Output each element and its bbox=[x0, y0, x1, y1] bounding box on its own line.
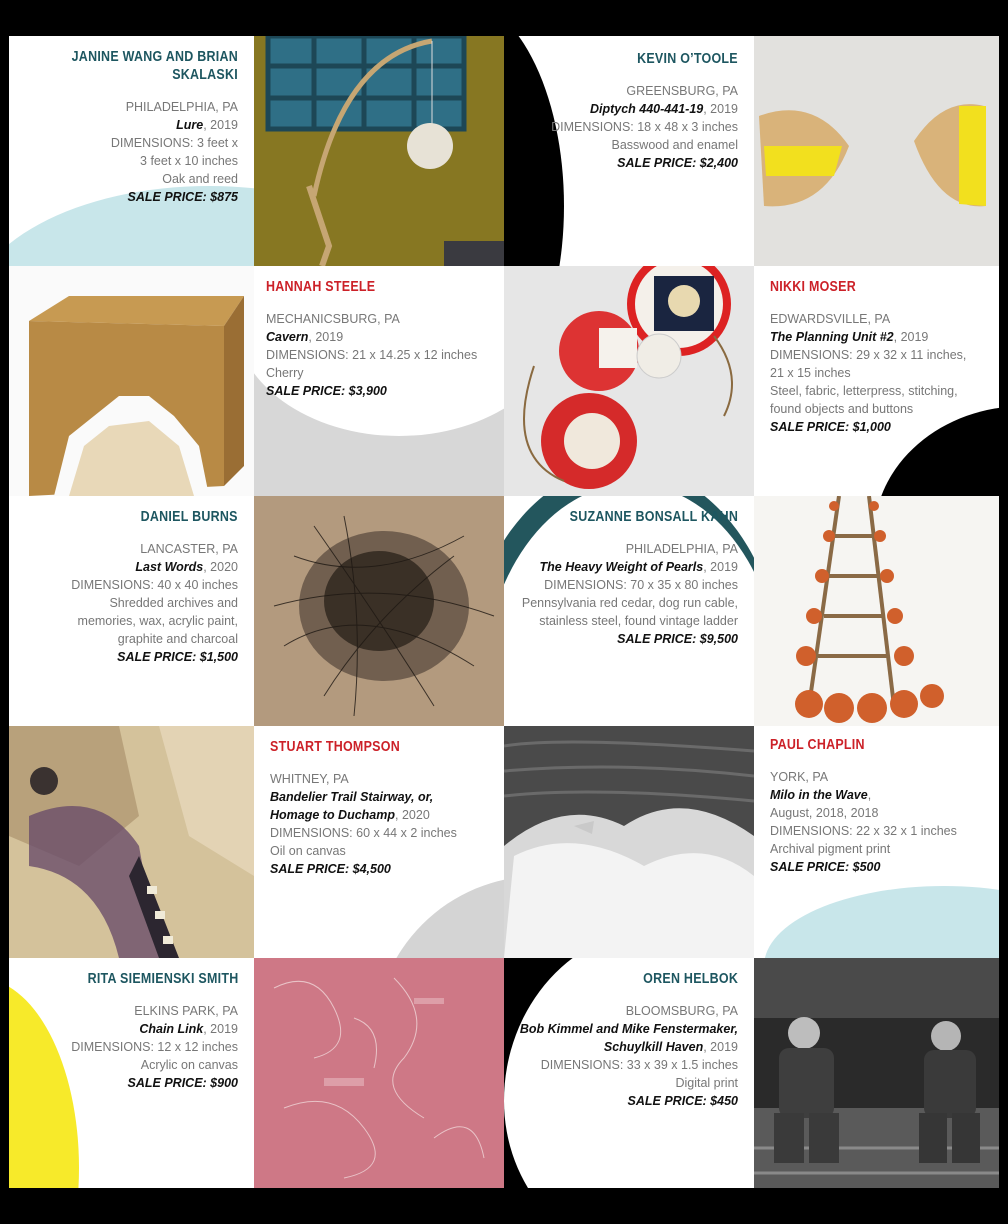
artwork-year: , 2019 bbox=[893, 330, 929, 344]
artist-location: PHILADELPHIA, PA bbox=[125, 100, 238, 114]
artist-location: LANCASTER, PA bbox=[140, 542, 238, 556]
artwork-medium: Basswood and enamel bbox=[611, 138, 738, 152]
text-cell-burns bbox=[9, 496, 254, 726]
artwork-dimensions: DIMENSIONS: 60 x 44 x 2 inches bbox=[270, 826, 457, 840]
artwork-title: Chain Link bbox=[139, 1022, 204, 1036]
artwork-image-diptych bbox=[754, 36, 999, 266]
text-cell-thompson bbox=[254, 726, 504, 958]
text-cell-wang-skalaski bbox=[9, 36, 254, 266]
artist-name: JANINE WANG AND BRIAN SKALASKI bbox=[71, 49, 238, 83]
artwork-dimensions: DIMENSIONS: 18 x 48 x 3 inches bbox=[551, 120, 738, 134]
artwork-dimensions: DIMENSIONS: 40 x 40 inches bbox=[71, 578, 238, 592]
artist-location: EDWARDSVILLE, PA bbox=[770, 312, 891, 326]
artwork-dimensions: DIMENSIONS: 12 x 12 inches bbox=[71, 1040, 238, 1054]
artwork-dimensions: DIMENSIONS: 22 x 32 x 1 inches bbox=[770, 824, 957, 838]
artist-name: HANNAH STEELE bbox=[266, 279, 376, 295]
artwork-medium-cont: found objects and buttons bbox=[770, 402, 914, 416]
text-cell-kahn bbox=[504, 496, 754, 726]
artwork-medium: Cherry bbox=[266, 366, 304, 380]
artwork-title: Last Words bbox=[135, 560, 204, 574]
sale-price: SALE PRICE: $2,400 bbox=[617, 156, 738, 170]
artwork-medium-end: graphite and charcoal bbox=[117, 632, 238, 646]
artwork-medium: Digital print bbox=[675, 1076, 738, 1090]
artist-location: YORK, PA bbox=[770, 770, 829, 784]
artwork-image-heavy-weight-of-pearls bbox=[754, 496, 999, 726]
artwork-year: , 2019 bbox=[203, 1022, 238, 1036]
sale-price: SALE PRICE: $900 bbox=[127, 1076, 238, 1090]
artwork-grid bbox=[9, 36, 999, 1188]
artist-location: MECHANICSBURG, PA bbox=[266, 312, 400, 326]
sale-price: SALE PRICE: $1,500 bbox=[117, 650, 238, 664]
artwork-image-milo-in-the-wave bbox=[504, 726, 754, 958]
text-cell-siemienski-smith bbox=[9, 958, 254, 1188]
artwork-date: August, 2018, 2018 bbox=[770, 806, 879, 820]
artwork-dimensions: DIMENSIONS: 33 x 39 x 1.5 inches bbox=[540, 1058, 738, 1072]
artwork-year: , 2020 bbox=[203, 560, 238, 574]
artwork-title: Cavern bbox=[266, 330, 309, 344]
artist-name: OREN HELBOK bbox=[643, 971, 738, 987]
sale-price: SALE PRICE: $875 bbox=[127, 190, 238, 204]
artwork-year: , 2020 bbox=[395, 808, 430, 822]
artwork-image-kimmel-fenstermaker bbox=[754, 958, 999, 1188]
sale-price: SALE PRICE: $4,500 bbox=[270, 862, 391, 876]
artwork-dimensions: DIMENSIONS: 21 x 14.25 x 12 inches bbox=[266, 348, 478, 362]
artwork-year: , 2019 bbox=[703, 1040, 738, 1054]
artwork-title: Lure bbox=[176, 118, 204, 132]
artwork-dimensions: DIMENSIONS: 29 x 32 x 11 inches, bbox=[770, 348, 967, 362]
artist-name: RITA SIEMIENSKI SMITH bbox=[87, 971, 238, 987]
artist-location: GREENSBURG, PA bbox=[626, 84, 738, 98]
artist-location: WHITNEY, PA bbox=[270, 772, 349, 786]
artwork-title: Bob Kimmel and Mike Fenstermaker, bbox=[519, 1022, 738, 1036]
artwork-medium: Steel, fabric, letterpress, stitching, bbox=[770, 384, 958, 398]
sale-price: SALE PRICE: $3,900 bbox=[266, 384, 387, 398]
artwork-image-last-words bbox=[254, 496, 504, 726]
artist-name: NIKKI MOSER bbox=[770, 279, 856, 295]
artwork-image-bandelier bbox=[9, 726, 254, 958]
artwork-year: , 2019 bbox=[203, 118, 238, 132]
text-cell-moser bbox=[754, 266, 999, 496]
artist-name: KEVIN O’TOOLE bbox=[637, 51, 738, 67]
artwork-title: Diptych 440-441-19 bbox=[589, 102, 704, 116]
artwork-medium: Pennsylvania red cedar, dog run cable, bbox=[521, 596, 738, 610]
artwork-medium-cont: stainless steel, found vintage ladder bbox=[539, 614, 738, 628]
sale-price: SALE PRICE: $1,000 bbox=[770, 420, 891, 434]
artwork-title-cont: Homage to Duchamp bbox=[270, 808, 396, 822]
artwork-image-cavern bbox=[9, 266, 254, 496]
artwork-detail: 21 x 15 inches bbox=[770, 366, 851, 380]
artwork-medium: Shredded archives and bbox=[109, 596, 238, 610]
text-cell-otoole bbox=[504, 36, 754, 266]
artwork-title: The Planning Unit #2 bbox=[770, 330, 894, 344]
artwork-medium-cont: memories, wax, acrylic paint, bbox=[77, 614, 238, 628]
artwork-title: Milo in the Wave bbox=[770, 788, 868, 802]
artwork-image-lure bbox=[254, 36, 504, 266]
artwork-detail: 3 feet x 10 inches bbox=[140, 154, 238, 168]
artwork-medium: Oak and reed bbox=[162, 172, 238, 186]
artwork-medium: Archival pigment print bbox=[770, 842, 891, 856]
artwork-title: The Heavy Weight of Pearls bbox=[539, 560, 704, 574]
artwork-title: Bandelier Trail Stairway, or, bbox=[270, 790, 434, 804]
artwork-medium: Oil on canvas bbox=[270, 844, 346, 858]
sale-price: SALE PRICE: $500 bbox=[770, 860, 881, 874]
artist-name: DANIEL BURNS bbox=[140, 509, 238, 525]
artwork-dimensions: DIMENSIONS: 3 feet x bbox=[110, 136, 238, 150]
text-cell-steele bbox=[254, 266, 504, 496]
artist-name: PAUL CHAPLIN bbox=[770, 737, 865, 753]
artist-name: STUART THOMPSON bbox=[270, 739, 400, 755]
artist-location: PHILADELPHIA, PA bbox=[625, 542, 738, 556]
artwork-year: , bbox=[867, 788, 872, 802]
text-cell-chaplin bbox=[754, 726, 999, 958]
text-cell-helbok bbox=[504, 958, 754, 1188]
artwork-dimensions: DIMENSIONS: 70 x 35 x 80 inches bbox=[544, 578, 738, 592]
artwork-medium: Acrylic on canvas bbox=[140, 1058, 238, 1072]
artwork-title-cont: Schuylkill Haven bbox=[603, 1040, 704, 1054]
artwork-image-planning-unit bbox=[504, 266, 754, 496]
artwork-image-chain-link bbox=[254, 958, 504, 1188]
artwork-year: , 2019 bbox=[308, 330, 344, 344]
sale-price: SALE PRICE: $9,500 bbox=[617, 632, 738, 646]
artwork-year: , 2019 bbox=[703, 560, 738, 574]
sale-price: SALE PRICE: $450 bbox=[627, 1094, 738, 1108]
artist-name: SUZANNE BONSALL KAHN bbox=[569, 509, 738, 525]
artist-location: ELKINS PARK, PA bbox=[134, 1004, 238, 1018]
artist-location: BLOOMSBURG, PA bbox=[625, 1004, 738, 1018]
artwork-year: , 2019 bbox=[703, 102, 738, 116]
